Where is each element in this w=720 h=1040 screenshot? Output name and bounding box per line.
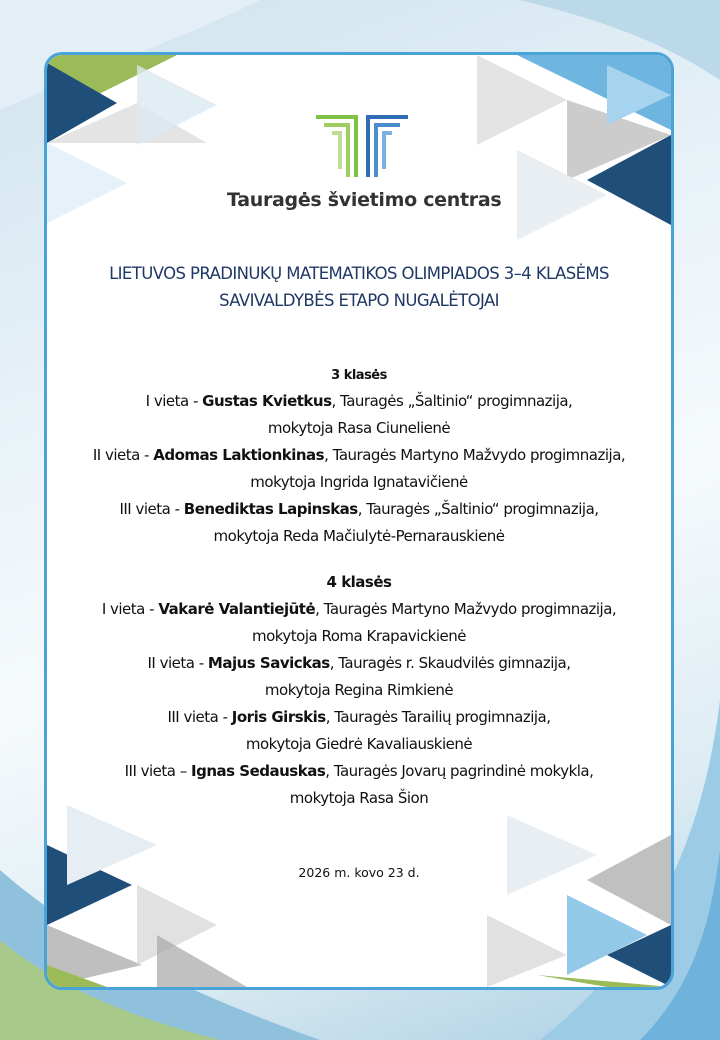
logo-mark-icon [312, 113, 412, 181]
grade4-winner-2: II vieta - Majus Savickas, Tauragės r. Skaudvilės gimnazija, mokytoja Regina Rimkienė [57, 650, 661, 704]
grade3-winner-1: I vieta - Gustas Kvietkus, Tauragės „Šaltinio“ progimnazija, mokytoja Rasa Ciunelienė [57, 388, 661, 442]
grade4-winner-3: III vieta - Joris Girskis, Tauragės Tarailių progimnazija, mokytoja Giedrė Kavaliauskienė [57, 704, 661, 758]
winner-name: Ignas Sedauskas [191, 762, 326, 780]
winner-name: Adomas Laktionkinas [153, 446, 325, 464]
grade3-winner-2: II vieta - Adomas Laktionkinas, Tauragės Martyno Mažvydo progimnazija, mokytoja Ingrida Ignatavičienė [57, 442, 661, 496]
winner-name: Majus Savickas [207, 654, 330, 672]
winner-name: Joris Girskis [231, 708, 326, 726]
grade4-title: 4 klasės [326, 573, 392, 591]
grade3-winner-3: III vieta - Benediktas Lapinskas, Tauragės „Šaltinio“ progimnazija, mokytoja Reda Mačiulytė-Pernarauskienė [57, 496, 661, 550]
teacher: mokytoja Rasa Šion [289, 789, 429, 807]
winner-name: Benediktas Lapinskas [183, 500, 358, 518]
grade4-winner-1: I vieta - Vakarė Valantiejūtė, Tauragės Martyno Mažvydo progimnazija, mokytoja Roma Krapavickienė [57, 596, 661, 650]
logo [227, 113, 502, 211]
teacher: mokytoja Giedrė Kavaliauskienė [245, 735, 473, 753]
teacher: mokytoja Roma Krapavickienė [251, 627, 467, 645]
teacher: mokytoja Rasa Ciunelienė [267, 419, 451, 437]
teacher: mokytoja Regina Rimkienė [264, 681, 454, 699]
certificate-card [44, 52, 674, 990]
title-line-2: SAVIVALDYBĖS ETAPO NUGALĖTOJAI [219, 291, 499, 310]
winner-name: Gustas Kvietkus [202, 392, 332, 410]
grade4-winner-4: III vieta – Ignas Sedauskas, Tauragės Jovarų pagrindinė mokykla, mokytoja Rasa Šion [57, 758, 661, 812]
title-line-1: LIETUVOS PRADINUKŲ MATEMATIKOS OLIMPIADOS 3–4 KLASĖMS [109, 264, 609, 283]
results-section [57, 364, 661, 812]
teacher: mokytoja Reda Mačiulytė-Pernarauskienė [213, 527, 505, 545]
winner-name: Vakarė Valantiejūtė [158, 600, 316, 618]
page-title [67, 260, 651, 314]
logo-text: Tauragės švietimo centras [227, 189, 502, 211]
grade3-title: 3 klasės [331, 368, 387, 383]
teacher: mokytoja Ingrida Ignatavičienė [250, 473, 468, 491]
document-date: 2026 m. kovo 23 d. [298, 865, 420, 880]
